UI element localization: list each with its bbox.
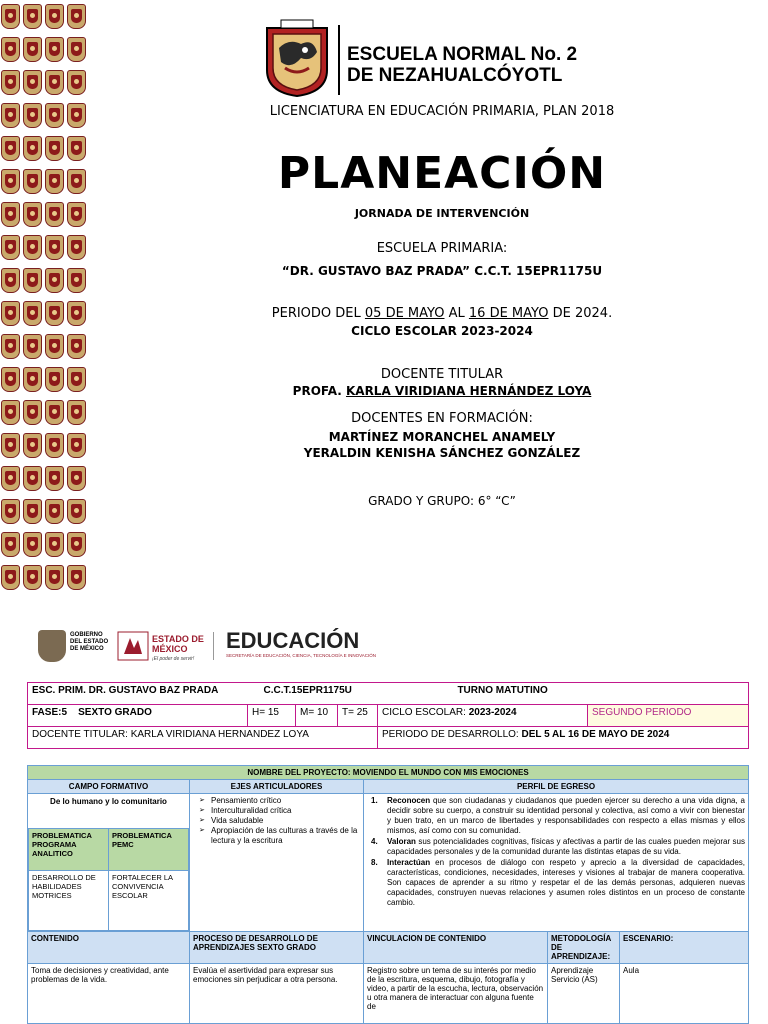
list-item: ➢ Vida saludable	[199, 816, 360, 826]
mini-seal-icon	[45, 70, 64, 95]
mini-seal-icon	[23, 202, 42, 227]
mini-seal-icon	[67, 499, 86, 524]
perfil-text: sus potencialidades cognitivas, físicas y afectivas a partir de las cuales pueden mejorar sus capacidades personales y de la comunidad durante las distintas etapas de su vida.	[387, 837, 745, 856]
header-vinculacion: VINCULACION DE CONTENIDO	[364, 932, 548, 964]
school-seal-logo	[261, 18, 333, 98]
table-row	[28, 932, 749, 964]
jornada-line: JORNADA DE INTERVENCIÓN	[354, 207, 530, 220]
table-row	[29, 871, 189, 931]
mini-seal-icon	[45, 532, 64, 557]
mini-seal-icon	[1, 532, 20, 557]
licenciatura-line: LICENCIATURA EN EDUCACIÓN PRIMARIA, PLAN 2018	[269, 104, 615, 119]
mini-seal-icon	[23, 169, 42, 194]
mini-seal-icon	[45, 400, 64, 425]
info-cct: C.C.T.15EPR1175U	[263, 685, 352, 696]
mini-seal-icon	[23, 367, 42, 392]
mini-seal-icon	[67, 301, 86, 326]
periodo-line	[150, 306, 734, 321]
table-row	[28, 727, 749, 749]
edomex-logo-icon	[116, 630, 150, 662]
prob-programa-header: PROBLEMATICA PROGRAMA ANALITICO	[29, 829, 109, 871]
table-row	[28, 964, 749, 1024]
info-ciclo-value: 2023-2024	[468, 707, 517, 718]
periodo-start: 05 DE MAYO	[364, 306, 445, 321]
mini-seal-icon	[23, 103, 42, 128]
info-turno: TURNO MATUTINO	[457, 685, 548, 696]
edomex-slogan: ¡El poder de servir!	[152, 656, 195, 662]
mini-seal-icon	[67, 433, 86, 458]
mini-seal-icon	[1, 466, 20, 491]
info-grado: SEXTO GRADO	[78, 707, 152, 718]
mini-seal-icon	[45, 103, 64, 128]
school-name-line-2: DE NEZAHUALCÓYOTL	[347, 65, 563, 86]
docente-name: KARLA VIRIDIANA HERNÁNDEZ LOYA	[345, 384, 592, 398]
mini-seal-icon	[1, 334, 20, 359]
perfil-number: 4.	[371, 837, 378, 846]
mini-seal-icon	[45, 4, 64, 29]
table-row	[28, 705, 749, 727]
info-docente: DOCENTE TITULAR: KARLA VIRIDIANA HERNANDEZ LOYA	[28, 727, 378, 749]
mini-seal-icon	[23, 532, 42, 557]
mini-seal-icon	[23, 433, 42, 458]
mini-seal-icon	[1, 367, 20, 392]
info-ciclo-cell	[378, 705, 588, 727]
edomex-text	[152, 634, 212, 664]
vinculacion: Registro sobre un tema de su interés por medio de la escritura, esquema, dibujo, fotografía y video, a partir de la escucha, lectura, observación u otra manera de interactuar con alguna fuente de	[364, 964, 548, 1024]
perfil-text: en procesos de diálogo con respeto y aprecio a la diversidad de capacidades, características, condiciones, necesidades, intereses y visiones al trabajar de manera cooperativa. Son capaces de aprender a su ritmo y respetar el de las demás personas, adquieren nuevas capacidades, construyen nuevas relaciones y asumen roles distintos en un proceso de constante cambio.	[387, 858, 745, 907]
mini-seal-icon	[67, 136, 86, 161]
educacion-subtitle: SECRETARÍA DE EDUCACIÓN, CIENCIA, TECNOLOGÍA E INNOVACIÓN	[226, 653, 377, 658]
mini-seal-icon	[23, 565, 42, 590]
mini-seal-icon	[45, 499, 64, 524]
formacion-label: DOCENTES EN FORMACIÓN:	[351, 411, 533, 426]
mini-seal-icon	[45, 565, 64, 590]
mini-seal-icon	[67, 37, 86, 62]
decorative-seal-strip	[0, 0, 88, 600]
mini-seal-icon	[1, 400, 20, 425]
contenido: Toma de decisiones y creatividad, ante problemas de la vida.	[28, 964, 190, 1024]
header-perfil: PERFIL DE EGRESO	[364, 780, 749, 794]
mini-seal-icon	[45, 136, 64, 161]
perfil-number: 1.	[371, 796, 378, 805]
mini-seal-icon	[23, 400, 42, 425]
header-escenario: ESCENARIO:	[620, 932, 749, 964]
logo-divider	[213, 632, 214, 660]
mini-seal-icon	[23, 466, 42, 491]
periodo-end: 16 DE MAYO	[468, 306, 549, 321]
perfil-cell	[364, 794, 749, 932]
info-periodo-cell	[378, 727, 749, 749]
mini-seal-icon	[23, 70, 42, 95]
mini-seal-icon	[45, 433, 64, 458]
school-name	[347, 44, 647, 86]
mini-seal-icon	[23, 235, 42, 260]
mini-seal-icon	[1, 268, 20, 293]
ciclo-line: CICLO ESCOLAR 2023-2024	[351, 324, 533, 338]
info-periodo-value: DEL 5 AL 16 DE MAYO DE 2024	[521, 729, 670, 740]
mini-seal-icon	[1, 565, 20, 590]
ejes-cell	[190, 794, 364, 932]
mini-seal-icon	[1, 136, 20, 161]
state-shield-icon	[38, 630, 66, 662]
mini-seal-icon	[45, 202, 64, 227]
table-row	[29, 829, 189, 871]
perfil-verb: Reconocen	[387, 796, 431, 805]
pda: Evalúa el asertividad para expresar sus emociones sin perjudicar a otra persona.	[190, 964, 364, 1024]
mini-seal-icon	[1, 202, 20, 227]
table-row	[28, 780, 749, 794]
mini-seal-icon	[1, 4, 20, 29]
mini-seal-icon	[45, 301, 64, 326]
mini-seal-icon	[67, 334, 86, 359]
edomex-title: ESTADO DE MÉXICO	[152, 634, 204, 654]
mini-seal-icon	[1, 37, 20, 62]
perfil-verb: Interactúan	[387, 858, 431, 867]
info-t: T= 25	[338, 705, 378, 727]
header-contenido: CONTENIDO	[28, 932, 190, 964]
mini-seal-icon	[67, 268, 86, 293]
list-item	[371, 837, 745, 857]
prob-programa: DESARROLLO DE HABILIDADES MOTRICES	[29, 871, 109, 931]
info-periodo-label: PERIODO DE DESARROLLO:	[382, 729, 522, 740]
mini-seal-icon	[1, 169, 20, 194]
info-fase: FASE:5	[32, 707, 68, 718]
prob-pemc: FORTALECER LA CONVIVENCIA ESCOLAR	[109, 871, 189, 931]
project-table	[27, 765, 749, 1024]
mini-seal-icon	[23, 136, 42, 161]
list-item: ➢ Apropiación de las culturas a través de la lectura y la escritura	[199, 826, 360, 846]
mini-seal-icon	[1, 499, 20, 524]
grado-grupo: GRADO Y GRUPO: 6° “C”	[368, 494, 516, 508]
mini-seal-icon	[45, 268, 64, 293]
list-item	[371, 796, 745, 836]
periodo-mid: AL	[444, 306, 469, 321]
mini-seal-icon	[67, 202, 86, 227]
mini-seal-icon	[45, 367, 64, 392]
escenario: Aula	[620, 964, 749, 1024]
campo-value: De lo humano y lo comunitario	[50, 797, 167, 806]
government-logos	[38, 628, 377, 668]
mini-seal-icon	[1, 433, 20, 458]
perfil-list	[367, 796, 745, 908]
mini-seal-icon	[67, 466, 86, 491]
escuela-name: “DR. GUSTAVO BAZ PRADA” C.C.T. 15EPR1175U	[281, 264, 603, 278]
info-table	[27, 682, 749, 749]
mini-seal-icon	[23, 499, 42, 524]
mini-seal-icon	[23, 268, 42, 293]
mini-seal-icon	[45, 37, 64, 62]
school-name-line-1: ESCUELA NORMAL No. 2	[347, 44, 578, 65]
mini-seal-icon	[1, 235, 20, 260]
mini-seal-icon	[23, 334, 42, 359]
mini-seal-icon	[23, 37, 42, 62]
mini-seal-icon	[67, 400, 86, 425]
mini-seal-icon	[67, 565, 86, 590]
mini-seal-icon	[1, 301, 20, 326]
header-metodologia: METODOLOGÍA DE APRENDIZAJE:	[548, 932, 620, 964]
perfil-text: que son ciudadanas y ciudadanos que pueden ejercer su derecho a una vida digna, a decidir sobre su cuerpo, a construir su identidad personal y colectiva, así como a vivir con bienestar y buen trato, en un marco de libertades y responsabilidades con respecto a ellas mismas y ellos mismos, así como con su comunidad.	[387, 796, 745, 835]
info-fase-cell	[28, 705, 248, 727]
mini-seal-icon	[45, 235, 64, 260]
info-row-1	[28, 683, 749, 705]
prob-pemc-header: PROBLEMATICA PEMC	[109, 829, 189, 871]
info-ciclo-label: CICLO ESCOLAR:	[382, 707, 469, 718]
docente-name-line	[150, 384, 734, 398]
mini-seal-icon	[45, 466, 64, 491]
perfil-number: 8.	[371, 858, 378, 867]
mini-seal-icon	[67, 103, 86, 128]
ejes-list	[193, 796, 360, 846]
table-row	[28, 794, 749, 932]
mini-seal-icon	[45, 169, 64, 194]
periodo-prefix: PERIODO DEL	[271, 306, 365, 321]
escuela-label: ESCUELA PRIMARIA:	[376, 241, 508, 256]
mini-seal-icon	[67, 532, 86, 557]
list-item	[371, 858, 745, 908]
mini-seal-icon	[67, 70, 86, 95]
document-title: PLANEACIÓN	[277, 148, 607, 199]
info-periodo: SEGUNDO PERIODO	[588, 705, 749, 727]
mini-seal-icon	[67, 235, 86, 260]
formacion-name-2: YERALDIN KENISHA SÁNCHEZ GONZÁLEZ	[303, 446, 581, 460]
info-school: ESC. PRIM. DR. GUSTAVO BAZ PRADA	[32, 685, 218, 696]
educacion-title: EDUCACIÓN	[226, 628, 360, 653]
header-campo: CAMPO FORMATIVO	[28, 780, 190, 794]
mini-seal-icon	[45, 334, 64, 359]
list-item: ➢ Pensamiento crítico	[199, 796, 360, 806]
mini-seal-icon	[1, 70, 20, 95]
gov-text: GOBIERNO DEL ESTADO DE MÉXICO	[70, 632, 109, 652]
list-item: ➢ Interculturalidad crítica	[199, 806, 360, 816]
metodologia: Aprendizaje Servicio (AS)	[548, 964, 620, 1024]
table-row	[28, 766, 749, 780]
mini-seal-icon	[67, 4, 86, 29]
mini-seal-icon	[67, 169, 86, 194]
project-name: NOMBRE DEL PROYECTO: MOVIENDO EL MUNDO CON MIS EMOCIONES	[28, 766, 749, 780]
table-row	[28, 683, 749, 705]
mini-seal-icon	[67, 367, 86, 392]
header-pda: PROCESO DE DESARROLLO DE APRENDIZAJES SEXTO GRADO	[190, 932, 364, 964]
campo-cell	[28, 794, 190, 932]
info-h: H= 15	[248, 705, 296, 727]
problematica-table	[28, 828, 189, 931]
formacion-name-1: MARTÍNEZ MORANCHEL ANAMELY	[328, 430, 556, 444]
mini-seal-icon	[23, 301, 42, 326]
periodo-suffix: DE 2024.	[548, 306, 613, 321]
docente-prefix: PROFA.	[292, 384, 346, 398]
header-ejes: EJES ARTICULADORES	[190, 780, 364, 794]
mini-seal-icon	[1, 103, 20, 128]
info-m: M= 10	[296, 705, 338, 727]
docente-label: DOCENTE TITULAR	[380, 367, 504, 382]
mini-seal-icon	[23, 4, 42, 29]
perfil-verb: Valoran	[387, 837, 416, 846]
header-divider	[338, 25, 340, 95]
